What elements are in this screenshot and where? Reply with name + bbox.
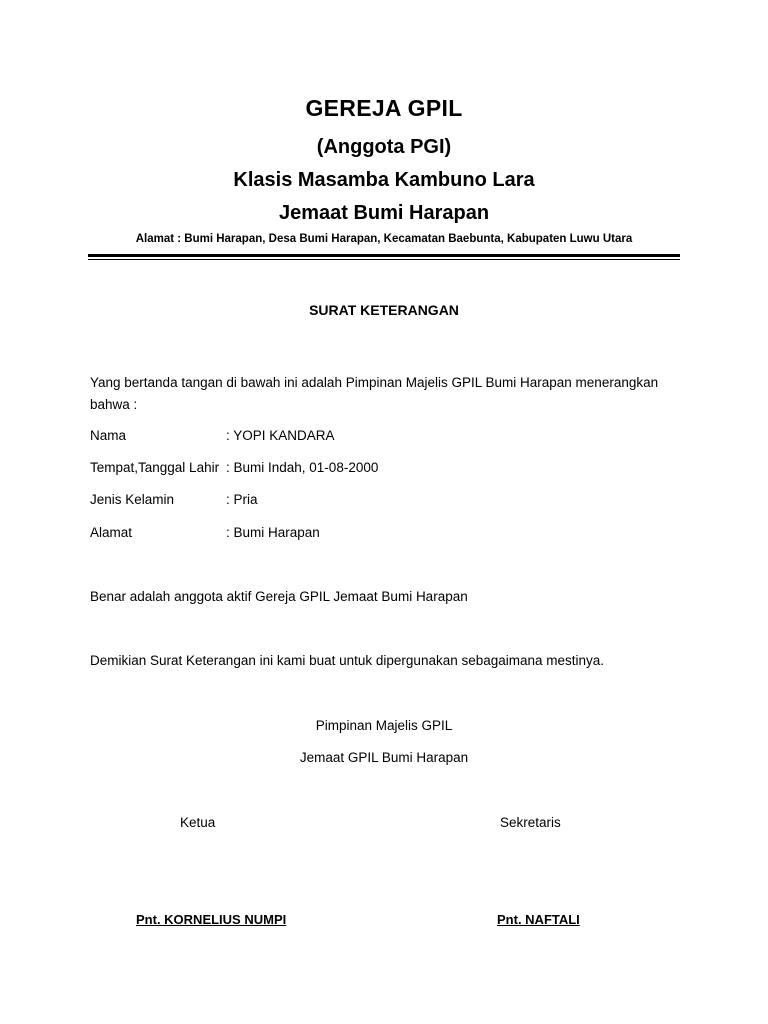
document-title: SURAT KETERANGAN <box>309 302 459 318</box>
left-signatory-role: Ketua <box>180 815 216 830</box>
right-signatory-role: Sekretaris <box>500 815 561 830</box>
field-label-address: Alamat <box>90 525 133 540</box>
jemaat-name: Jemaat Bumi Harapan <box>278 202 490 224</box>
issuer-line-1: Pimpinan Majelis GPIL <box>315 718 453 733</box>
field-value-address: : Bumi Harapan <box>226 525 320 540</box>
field-label-birth: Tempat,Tanggal Lahir <box>90 460 220 475</box>
field-label-name: Nama <box>90 428 127 443</box>
field-label-gender: Jenis Kelamin <box>90 492 175 507</box>
klasis-name: Klasis Masamba Kambuno Lara <box>233 169 535 191</box>
field-value-name: : YOPI KANDARA <box>226 428 335 443</box>
header-divider-thin <box>88 259 680 260</box>
intro-paragraph: Yang bertanda tangan di bawah ini adalah Pimpinan Majelis GPIL Bumi Harapan menerangkan bahwa : <box>90 375 659 412</box>
membership-statement: Benar adalah anggota aktif Gereja GPIL Jemaat Bumi Harapan <box>90 589 468 604</box>
organization-name: GEREJA GPIL <box>305 95 463 121</box>
left-signatory-name: Pnt. KORNELIUS NUMPI <box>136 912 287 927</box>
membership-note: (Anggota PGI) <box>316 136 452 158</box>
closing-statement: Demikian Surat Keterangan ini kami buat untuk dipergunakan sebagaimana mestinya. <box>90 653 605 668</box>
header-address: Alamat : Bumi Harapan, Desa Bumi Harapan, Kecamatan Baebunta, Kabupaten Luwu Utara <box>135 233 633 245</box>
field-value-birth: : Bumi Indah, 01-08-2000 <box>226 460 379 475</box>
right-signatory-name: Pnt. NAFTALI <box>497 912 580 927</box>
header-divider-thick <box>88 254 680 257</box>
field-value-gender: : Pria <box>226 492 258 507</box>
issuer-line-2: Jemaat GPIL Bumi Harapan <box>299 750 469 765</box>
